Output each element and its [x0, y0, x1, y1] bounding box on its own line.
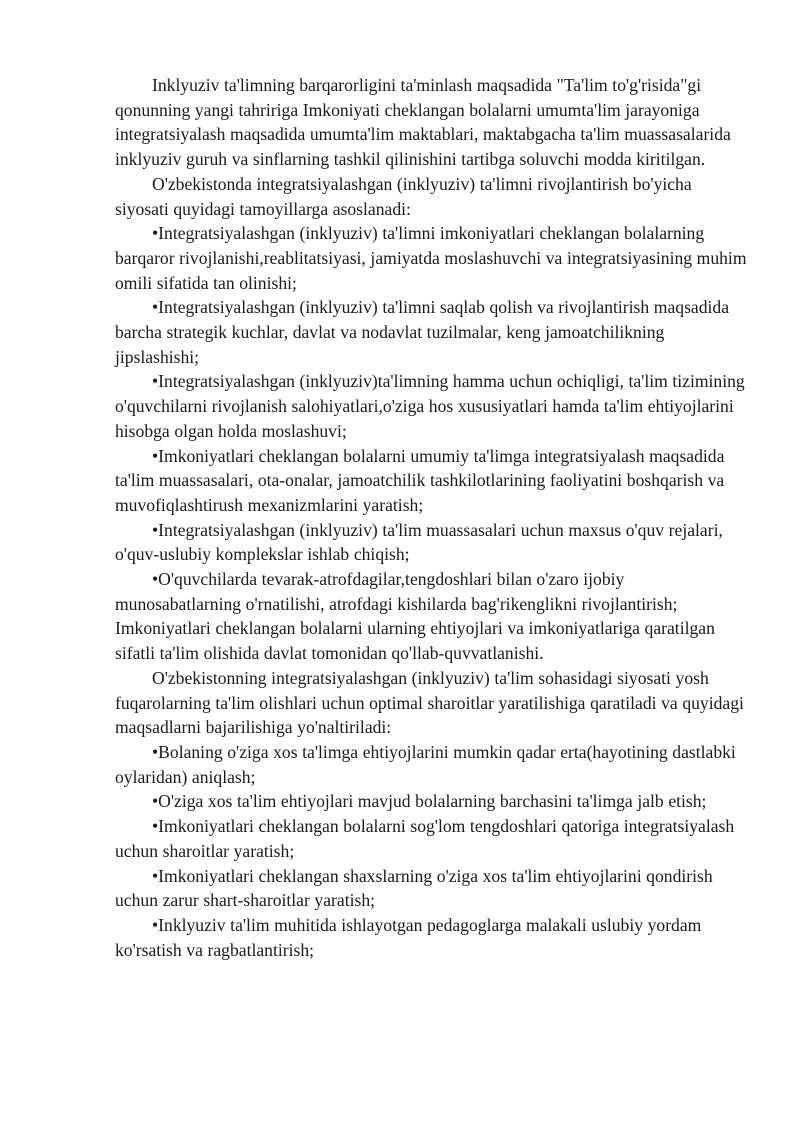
bullet-paragraph: •Integratsiyalashgan (inklyuziv) ta'limni saqlab qolish va rivojlantirish maqsadida barcha strategik kuchlar, davlat va nodavlat tuzilmalar, keng jamoatchilikning jipslashishi;: [115, 297, 730, 367]
bullet-paragraph: •Integratsiyalashgan (inklyuziv) ta'limni imkoniyatlari cheklangan bolalarning barqaror rivojlanishi,reablitatsiyasi, jamiyatda moslashuvchi va integratsiyasining muhim omili sifatida tan olinishi;: [115, 223, 747, 293]
paragraph: O'zbekistonning integratsiyalashgan (inklyuziv) ta'lim sohasidagi siyosati yosh fuqarolarning ta'lim olishlari uchun optimal sharoitlar yaratilishiga qaratiladi va quyidagi maqsadlarni bajarilishiga yo'naltiriladi:: [115, 667, 744, 738]
bullet-paragraph: •Integratsiyalashgan (inklyuziv) ta'lim muassasalari uchun maxsus o'quv rejalari, o'quv-uslubiy komplekslar ishlab chiqish;: [115, 519, 723, 565]
paragraph: Inklyuziv ta'limning barqarorligini ta'minlash maqsadida "Ta'lim to'g'risida"gi qonunning yangi tahririga Imkoniyati cheklangan bolalarni umumta'lim jarayoniga integratsiyalash maqsadida umumta'lim maktablari, maktabgacha ta'lim muassasalarida inklyuziv guruh va sinflarning tashkil qilinishini tartibga soluvchi modda kiritilgan.: [115, 75, 731, 170]
bullet-paragraph: •Imkoniyatlari cheklangan bolalarni sog'lom tengdoshlari qatoriga integratsiyalash uchun sharoitlar yaratish;: [115, 816, 735, 861]
bullet-paragraph: •Imkoniyatlari cheklangan shaxslarning o'ziga xos ta'lim ehtiyojlarini qondirish uchun zarur shart-sharoitlar yaratish;: [115, 865, 713, 911]
bullet-paragraph: •Imkoniyatlari cheklangan bolalarni umumiy ta'limga integratsiyalash maqsadida ta'lim muassasalari, ota-onalar, jamoatchilik tashkilotlarining faoliyatini boshqarish va muvofiqlashtirush mexanizmlarini yaratish;: [115, 445, 725, 515]
bullet-paragraph: •O'quvchilarda tevarak-atrofdagilar,tengdoshlari bilan o'zaro ijobiy munosabatlarning o'rnatilishi, atrofdagi kishilarda bag'rikenglikni rivojlantirish; Imkoniyatlari cheklangan bolalarni ularning ehtiyojlari va imkoniyatlariga qaratilgan sifatli ta'lim olishida davlat tomonidan qo'llab-quvvatlanishi.: [115, 569, 715, 664]
bullet-paragraph: •O'ziga xos ta'lim ehtiyojlari mavjud bolalarning barchasini ta'limga jalb etish;: [152, 791, 707, 812]
paragraph: O'zbekistonda integratsiyalashgan (inklyuziv) ta'limni rivojlantirish bo'yicha siyosati quyidagi tamoyillarga asoslanadi:: [115, 173, 692, 219]
document-page: [115, 73, 750, 962]
bullet-paragraph: •Inklyuziv ta'lim muhitida ishlayotgan pedagoglarga malakali uslubiy yordam ko'rsatish va ragbatlantirish;: [115, 914, 702, 960]
bullet-paragraph: •Bolaning o'ziga xos ta'limga ehtiyojlarini mumkin qadar erta(hayotining dastlabki oylaridan) aniqlash;: [115, 741, 736, 787]
bullet-paragraph: •Integratsiyalashgan (inklyuziv)ta'limning hamma uchun ochiqligi, ta'lim tizimining o'quvchilarni rivojlanish salohiyatlari,o'ziga hos xususiyatlari hamda ta'lim ehtiyojlarini hisobga olgan holda moslashuvi;: [115, 371, 745, 441]
